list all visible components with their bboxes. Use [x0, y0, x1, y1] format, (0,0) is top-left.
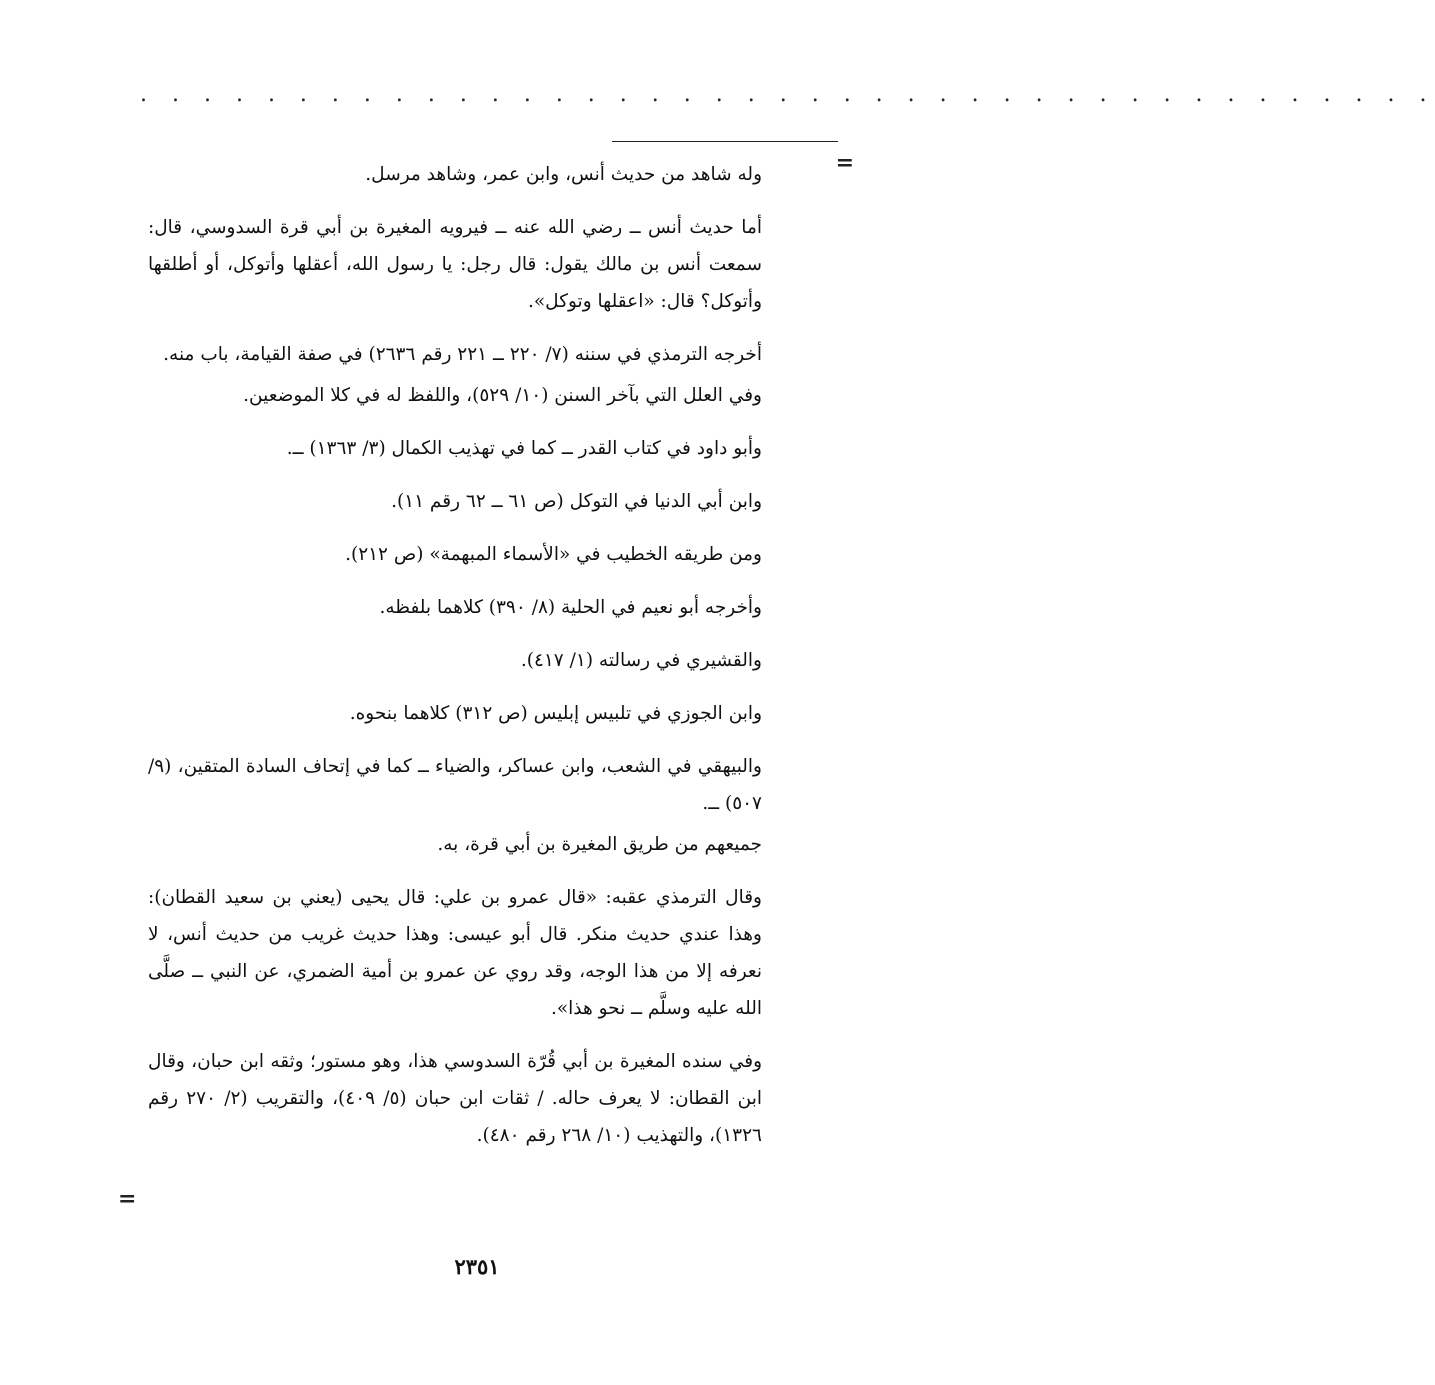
continuation-mark-top: =: [835, 150, 854, 176]
footnote-rule: [612, 141, 838, 142]
paragraph: وله شاهد من حديث أنس، وابن عمر، وشاهد مرسل.: [365, 164, 762, 185]
paragraph: والقشيري في رسالته (١/ ٤١٧).: [520, 650, 762, 671]
paragraph: أما حديث أنس ــ رضي الله عنه ــ فيرويه المغيرة بن أبي قرة السدوسي، قال: سمعت أنس بن مالك يقول: قال رجل: يا رسول الله، أعقلها وأتوكل، أو أطلقها وأتوكل؟ قال: «اعقلها وتوكل».: [148, 217, 762, 312]
footnote-body: [148, 156, 762, 1170]
paragraph: أخرجه الترمذي في سننه (٧/ ٢٢٠ ــ ٢٢١ رقم ٢٦٣٦) في صفة القيامة، باب منه.: [163, 344, 762, 365]
page-number: ٢٣٥١: [454, 1254, 500, 1279]
paragraph: وابن أبي الدنيا في التوكل (ص ٦١ ــ ٦٢ رقم ١١).: [391, 491, 762, 512]
paragraph: ومن طريقه الخطيب في «الأسماء المبهمة» (ص ٢١٢).: [345, 544, 762, 565]
paragraph: وأخرجه أبو نعيم في الحلية (٨/ ٣٩٠) كلاهما بلفظه.: [379, 597, 762, 618]
paragraph: والبيهقي في الشعب، وابن عساكر، والضياء ــ كما في إتحاف السادة المتقين، (٩/ ٥٠٧) ــ.: [148, 756, 762, 814]
paragraph: جميعهم من طريق المغيرة بن أبي قرة، به.: [437, 834, 762, 855]
continuation-mark-bottom: =: [118, 1186, 137, 1212]
paragraph: وابن الجوزي في تلبيس إبليس (ص ٣١٢) كلاهما بنحوه.: [349, 703, 762, 724]
paragraph: وفي العلل التي بآخر السنن (١٠/ ٥٢٩)، واللفظ له في كلا الموضعين.: [243, 385, 762, 406]
paragraph: وفي سنده المغيرة بن أبي قُرّة السدوسي هذا، وهو مستور؛ وثقه ابن حبان، وقال ابن القطان: لا يعرف حاله. / ثقات ابن حبان (٥/ ٤٠٩)، والتقريب (٢/ ٢٧٠ رقم ١٣٢٦)، والتهذيب (١٠/ ٢٦٨ رقم ٤٨٠).: [148, 1051, 762, 1146]
paragraph: وأبو داود في كتاب القدر ــ كما في تهذيب الكمال (٣/ ١٣٦٣) ــ.: [286, 438, 762, 459]
separator-dots: . . . . . . . . . . . . . . . . . . . . . . . . . . . . . . . . . . . . . . . . .: [140, 82, 1435, 107]
paragraph: وقال الترمذي عقبه: «قال عمرو بن علي: قال يحيى (يعني بن سعيد القطان): وهذا عندي حديث منكر. قال أبو عيسى: وهذا حديث غريب من حديث أنس، لا نعرفه إلا من هذا الوجه، وقد روي عن عمرو بن أمية الضمري، عن النبي ــ صلَّى الله عليه وسلَّم ــ نحو هذا».: [148, 887, 762, 1019]
